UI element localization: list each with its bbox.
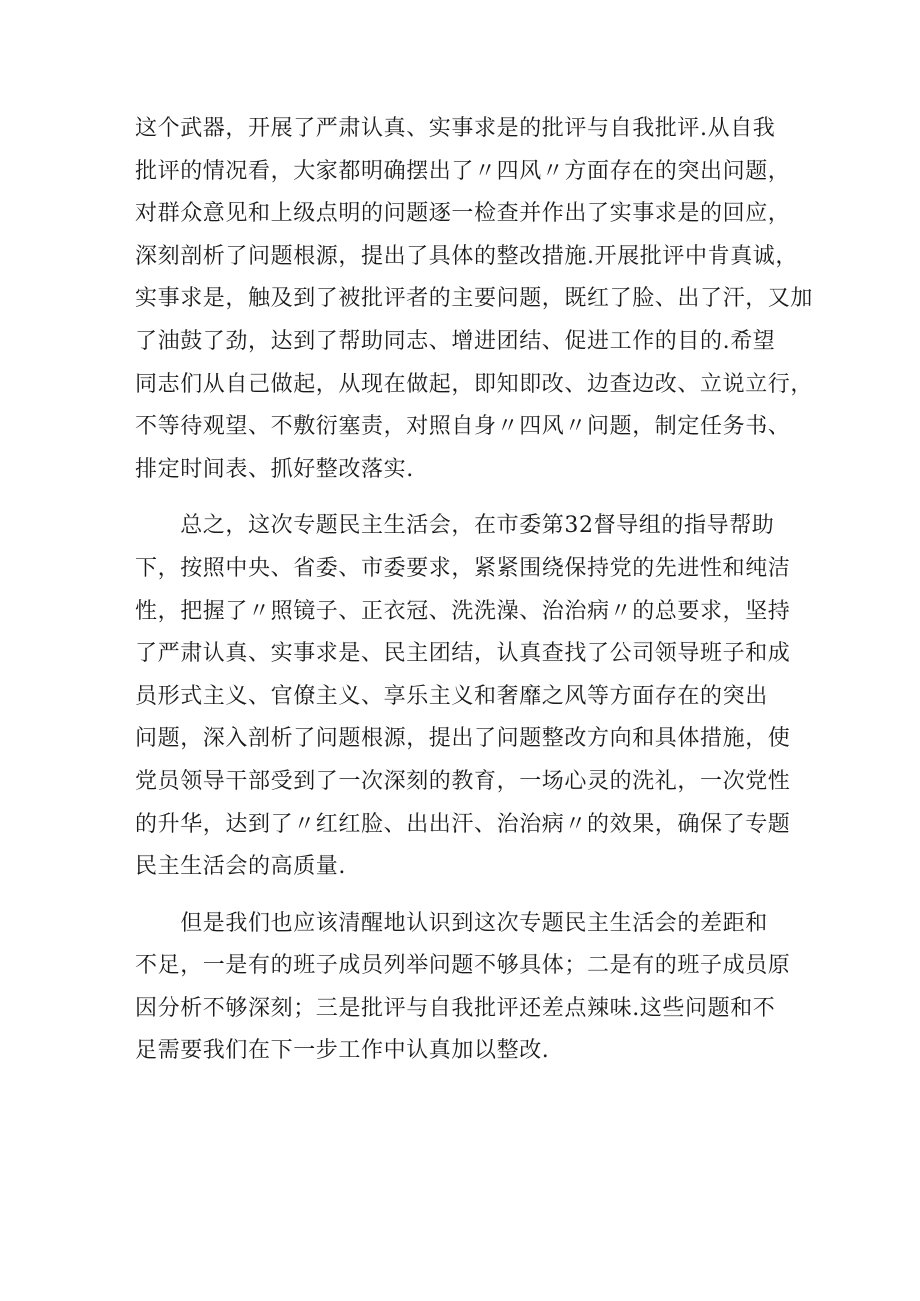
text-line: 民主生活会的高质量. — [135, 854, 346, 880]
text-line: 党员领导干部受到了一次深刻的教育，一场心灵的洗礼，一次党性 — [135, 768, 791, 794]
text-line: 深刻剖析了问题根源，提出了具体的整改措施.开展批评中肯真诚， — [135, 243, 798, 269]
text-line: 足需要我们在下一步工作中认真加以整改. — [135, 1038, 550, 1064]
text-line: 的升华，达到了〃红红脸、出出汗、治治病〃的效果，确保了专题 — [135, 811, 791, 837]
paragraph-3 — [135, 903, 807, 1073]
document-body — [135, 108, 814, 1073]
text-line: 但是我们也应该清醒地认识到这次专题民主生活会的差距和 — [135, 910, 768, 936]
paragraph-1 — [135, 108, 814, 491]
text-line: 同志们从自己做起，从现在做起，即知即改、边查边改、立说立行， — [135, 371, 814, 397]
text-line: 了油鼓了劲，达到了帮助同志、增进团结、促进工作的目的.希望 — [135, 328, 776, 354]
text-line: 排定时间表、抓好整改落实. — [135, 456, 414, 482]
text-line: 问题，深入剖析了问题根源，提出了问题整改方向和具体措施，使 — [135, 726, 791, 752]
paragraph-2 — [135, 505, 807, 888]
text-line: 不等待观望、不敷衍塞责，对照自身〃四风〃问题，制定任务书、 — [135, 414, 791, 440]
text-line: 总之，这次专题民主生活会，在市委第32督导组的指导帮助 — [135, 513, 775, 539]
text-line: 因分析不够深刻；三是批评与自我批评还差点辣味.这些问题和不 — [135, 995, 776, 1021]
text-line: 不足，一是有的班子成员列举问题不够具体；二是有的班子成员原 — [135, 953, 791, 979]
text-line: 性，把握了〃照镜子、正衣冠、洗洗澡、治治病〃的总要求，坚持 — [135, 598, 791, 624]
text-line: 批评的情况看，大家都明确摆出了〃四风〃方面存在的突出问题， — [135, 158, 791, 184]
text-line: 员形式主义、官僚主义、享乐主义和奢靡之风等方面存在的突出 — [135, 683, 768, 709]
text-line: 下，按照中央、省委、市委要求，紧紧围绕保持党的先进性和纯洁 — [135, 555, 791, 581]
text-line: 了严肃认真、实事求是、民主团结，认真查找了公司领导班子和成 — [135, 641, 791, 667]
text-line: 实事求是，触及到了被批评者的主要问题，既红了脸、出了汗，又加 — [135, 286, 814, 312]
text-line: 对群众意见和上级点明的问题逐一检查并作出了实事求是的回应， — [135, 201, 791, 227]
text-line: 这个武器，开展了严肃认真、实事求是的批评与自我批评.从自我 — [135, 116, 776, 141]
